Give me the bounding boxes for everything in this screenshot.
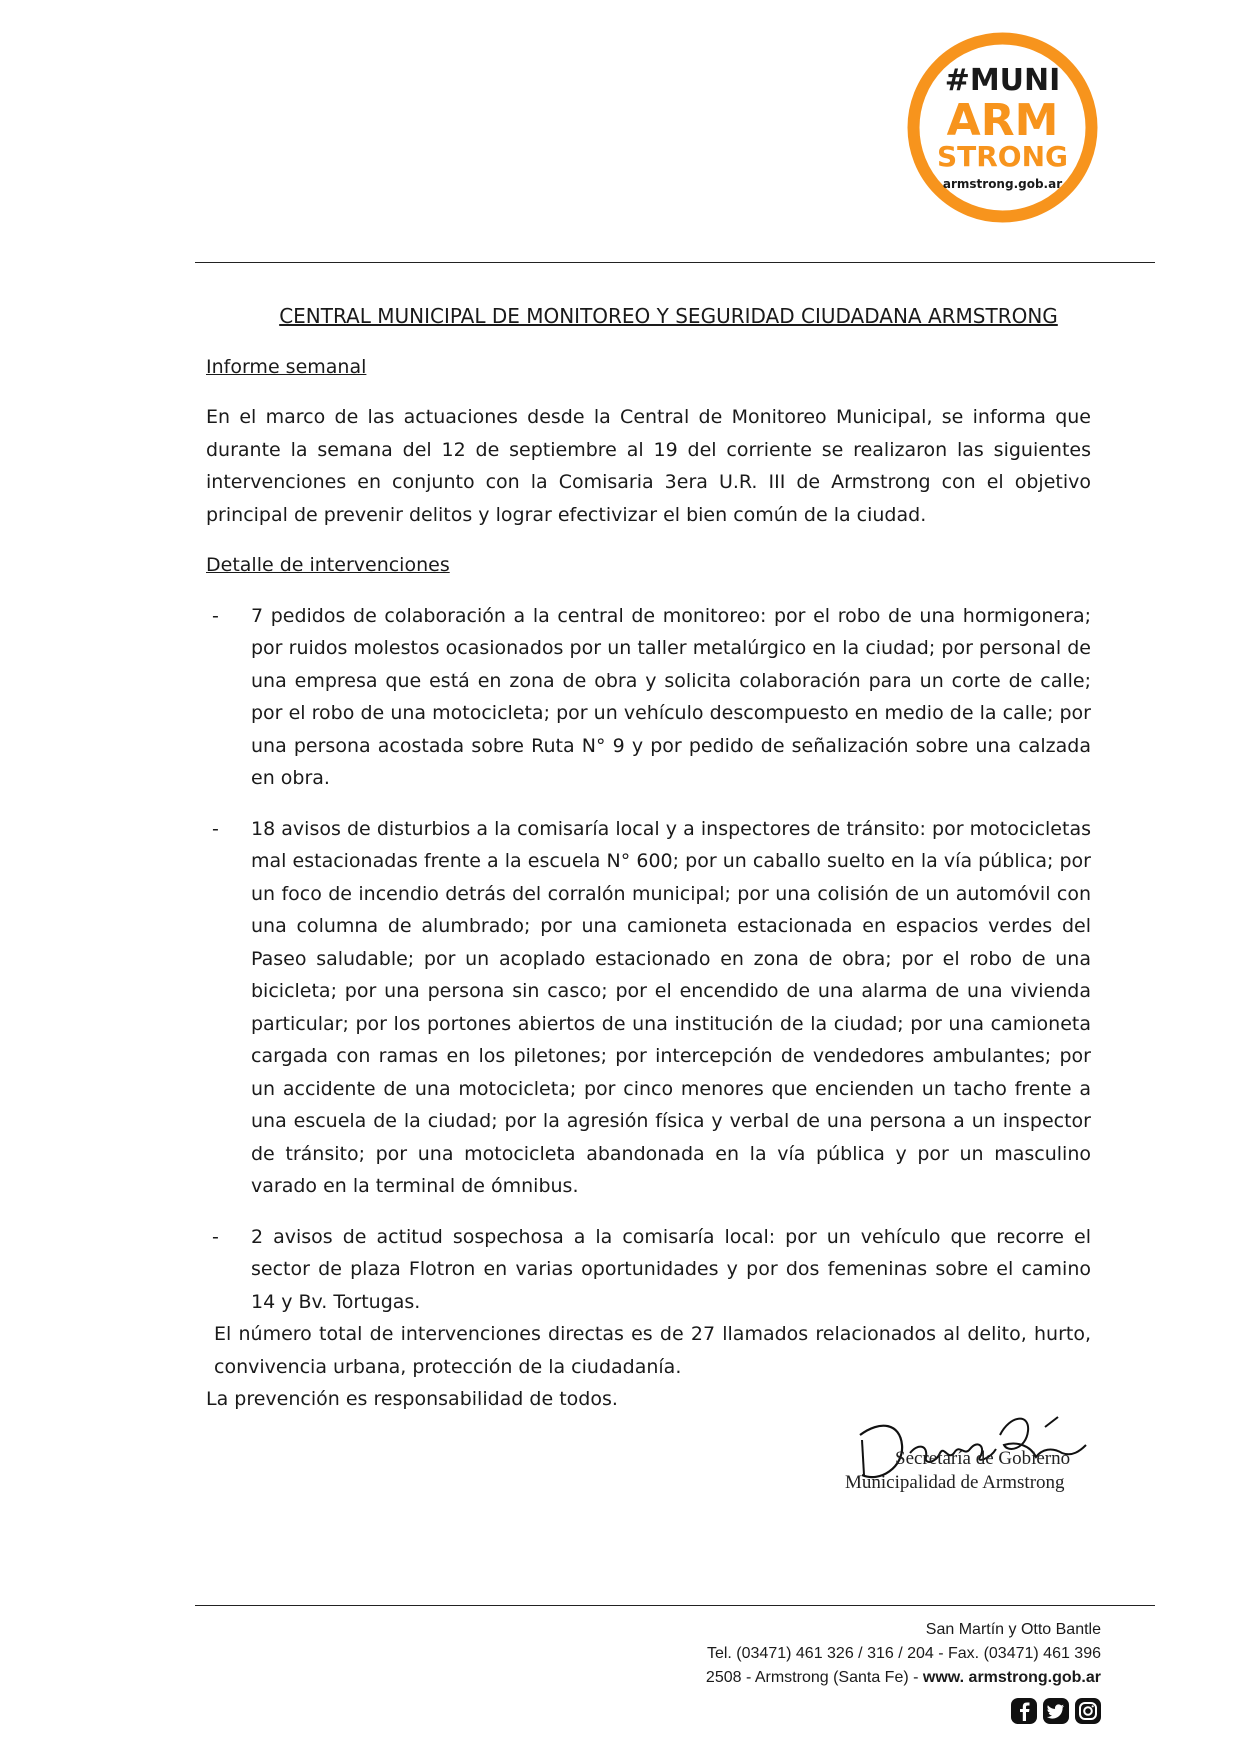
footer-website: www. armstrong.gob.ar bbox=[922, 1669, 1101, 1686]
intro-paragraph: En el marco de las actuaciones desde la Central de Monitoreo Municipal, se informa que durante la semana del 12 de septiembre al 19 del corriente se realizaron las siguientes intervenciones en conjunto con la Comisaria 3era U.R. III de Armstrong con el objetivo principal de prevenir delitos y lograr efectivizar el bien común de la ciudad. bbox=[206, 406, 1091, 526]
social-icons bbox=[1010, 1697, 1102, 1725]
logo-line-muni: #MUNI bbox=[944, 63, 1061, 98]
logo-line-arm: ARM bbox=[946, 95, 1059, 146]
section-heading-informe: Informe semanal bbox=[206, 355, 367, 378]
footer-contact bbox=[706, 1618, 1101, 1690]
list-item-text: 18 avisos de disturbios a la comisaría local y a inspectores de tránsito: por motocicletas mal estacionadas frente a la escuela N° 600; por un caballo suelto en la vía pública; por un foco de incendio detrás del corralón municipal; por una colisión de un automóvil con una columna de alumbrado; por una camioneta estacionada en espacios verdes del Paseo saludable; por un acoplado estacionado en zona de obra; por el robo de una bicicleta; por una persona sin casco; por el encendido de una alarma de una vivienda particular; por los portones abiertos de una institución de la ciudad; por una camioneta cargada con ramas en los piletones; por intercepción de vendedores ambulantes; por un accidente de una motocicleta; por cinco menores que encienden un tacho frente a una escuela de la ciudad; por la agresión física y verbal de una persona a un inspector de tránsito; por una motocicleta abandonada en la vía pública y por un masculino varado en la terminal de ómnibus. bbox=[251, 817, 1091, 1197]
list-item-text: 2 avisos de actitud sospechosa a la comisaría local: por un vehículo que recorre el sector de plaza Flotron en varias oportunidades y por dos femeninas sobre el camino 14 y Bv. Tortugas. bbox=[251, 1225, 1091, 1313]
document-title: CENTRAL MUNICIPAL DE MONITOREO Y SEGURIDAD CIUDADANA ARMSTRONG bbox=[279, 304, 1058, 328]
list-item bbox=[206, 813, 1091, 1203]
footer-address: San Martín y Otto Bantle bbox=[925, 1621, 1101, 1638]
interventions-list bbox=[206, 600, 1091, 1319]
list-bullet: - bbox=[212, 817, 219, 840]
list-item bbox=[206, 1221, 1091, 1319]
muni-armstrong-logo bbox=[905, 30, 1100, 225]
footer-city: 2508 - Armstrong (Santa Fe) - bbox=[705, 1669, 923, 1686]
section-heading-detalle: Detalle de intervenciones bbox=[206, 554, 450, 576]
footer-phone: Tel. (03471) 461 326 / 316 / 204 - Fax. (03471) 461 396 bbox=[706, 1645, 1101, 1662]
footer-city-line bbox=[706, 1666, 1101, 1690]
instagram-icon bbox=[1074, 1697, 1102, 1725]
header-divider bbox=[195, 262, 1155, 263]
footer-divider bbox=[195, 1605, 1155, 1606]
list-item bbox=[206, 600, 1091, 795]
closing-line: La prevención es responsabilidad de todos. bbox=[206, 1388, 618, 1410]
list-bullet: - bbox=[212, 1225, 219, 1248]
list-bullet: - bbox=[212, 604, 219, 627]
document-body bbox=[206, 300, 1091, 1416]
logo-url: armstrong.gob.ar bbox=[942, 177, 1063, 191]
list-item-text: 7 pedidos de colaboración a la central de monitoreo: por el robo de una hormigonera; por ruidos molestos ocasionados por un taller metalúrgico en la ciudad; por personal de una empresa que está en zona de obra y solicita colaboración para un corte de calle; por el robo de una motocicleta; por un vehículo descompuesto en medio de la calle; por una persona acostada sobre Ruta N° 9 y por pedido de señalización sobre una calzada en obra. bbox=[251, 604, 1091, 789]
logo-line-strong: STRONG bbox=[936, 140, 1069, 173]
facebook-icon bbox=[1010, 1697, 1038, 1725]
signature-organization: Municipalidad de Armstrong bbox=[845, 1472, 1065, 1493]
signature-title: Secretaría de Gobierno bbox=[895, 1448, 1071, 1469]
twitter-icon bbox=[1042, 1697, 1070, 1725]
total-paragraph: El número total de intervenciones directas es de 27 llamados relacionados al delito, hurto, convivencia urbana, protección de la ciudadanía. bbox=[214, 1323, 1091, 1378]
